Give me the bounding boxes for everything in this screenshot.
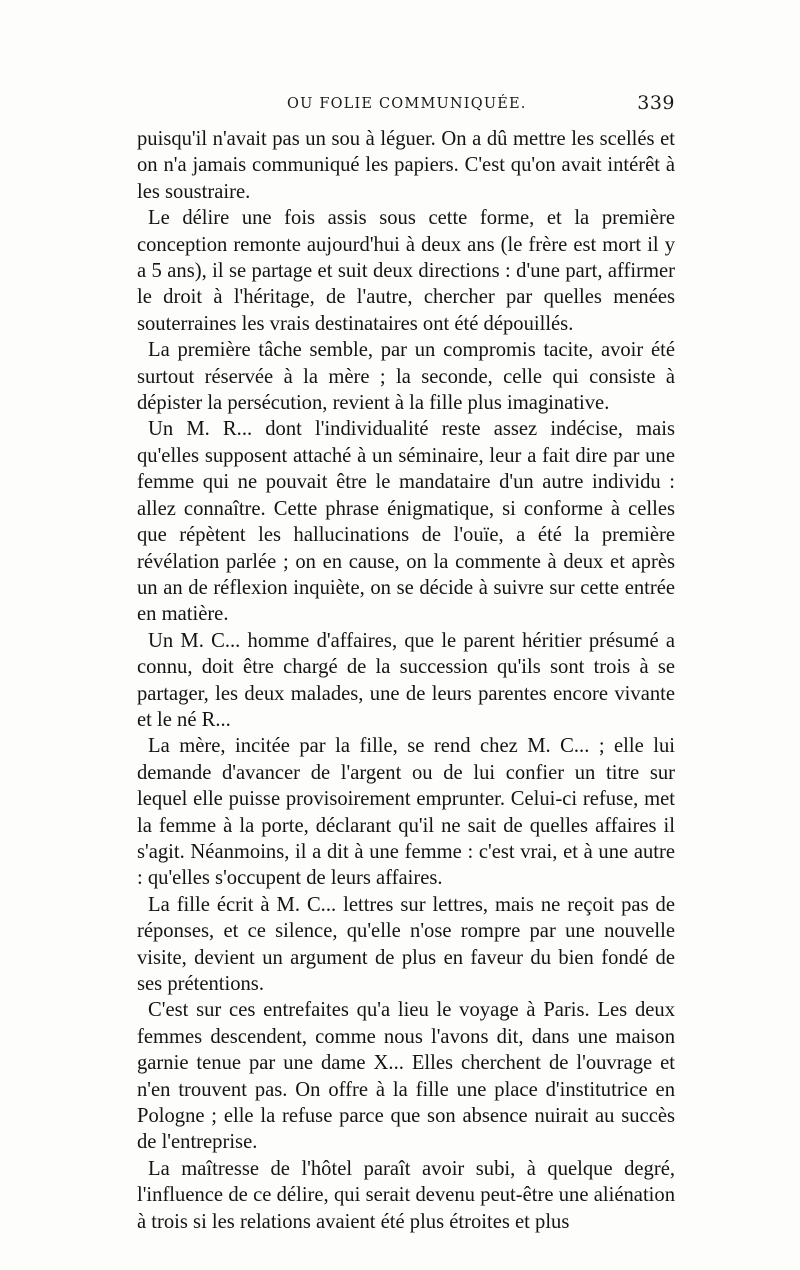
paragraph-m-c: Un M. C... homme d'affaires, que le parent héritier présumé a connu, doit être chargé de la succession qu'ils sont trois à se partager, les deux malades, une de leurs parentes encore vivante et le né R... bbox=[137, 629, 675, 731]
running-title: OU FOLIE COMMUNIQUÉE. bbox=[287, 96, 527, 112]
paragraph-paris-trip: C'est sur ces entrefaites qu'a lieu le voyage à Paris. Les deux femmes descendent, comme nous l'avons dit, dans une maison garnie tenue par une dame X... Elles cherchent de l'ouvrage et n'en trouvent pas. On offre à la fille une place d'institutrice en Pologne ; elle la refuse parce que son absence nuirait au succès de l'entreprise. bbox=[137, 999, 675, 1154]
paragraph-daughter-letters: La fille écrit à M. C... lettres sur lettres, mais ne reçoit pas de réponses, et ce silence, qu'elle n'ose rompre par une nouvelle visite, devient un argument de plus en faveur du bien fondé de ses prétentions. bbox=[137, 893, 675, 995]
paragraph-hotel-mistress: La maîtresse de l'hôtel paraît avoir subi, à quelque degré, l'influence de ce délire, qui serait devenu peut-être une aliénation à trois si les relations avaient été plus étroites et plus bbox=[137, 1157, 675, 1233]
paragraph-m-r: Un M. R... dont l'individualité reste assez indécise, mais qu'elles supposent attaché à un séminaire, leur a fait dire par une femme qui ne pouvait être le mandataire d'un autre individu : allez connaître. Cette phrase énigmatique, si conforme à celles que répètent les hallucinations de l'ouïe, a été la première révélation parlée ; on en cause, on la commente à deux et après un an de réflexion inquiète, on se décide à suivre sur cette entrée en matière. bbox=[137, 418, 675, 626]
paragraph-mother-visit: La mère, incitée par la fille, se rend chez M. C... ; elle lui demande d'avancer de l'argent ou de lui confier un titre sur lequel elle puisse provisoirement emprunter. Celui-ci refuse, met la femme à la porte, déclarant qu'il ne sait de quelles affaires il s'agit. Néanmoins, il a dit à une femme : c'est vrai, et à une autre : qu'elles s'occupent de leurs affaires. bbox=[137, 735, 675, 890]
paragraph-delirium-form: Le délire une fois assis sous cette forme, et la première conception remonte aujourd'hui à deux ans (le frère est mort il y a 5 ans), il se partage et suit deux directions : d'une part, affirmer le droit à l'héritage, de l'autre, chercher par quelles menées souterraines les vrais destinataires ont été dépouillés. bbox=[137, 207, 675, 335]
running-head bbox=[137, 92, 675, 118]
body-text bbox=[137, 126, 675, 1235]
paragraph-first-task: La première tâche semble, par un compromis tacite, avoir été surtout réservée à la mère ; la seconde, celle qui consiste à dépister la persécution, revient à la fille plus imaginative. bbox=[137, 339, 675, 415]
paragraph-continuation: puisqu'il n'avait pas un sou à léguer. On a dû mettre les scellés et on n'a jamais communiqué les papiers. C'est qu'on avait intérêt à les soustraire. bbox=[137, 128, 675, 203]
page-number: 339 bbox=[637, 92, 675, 114]
